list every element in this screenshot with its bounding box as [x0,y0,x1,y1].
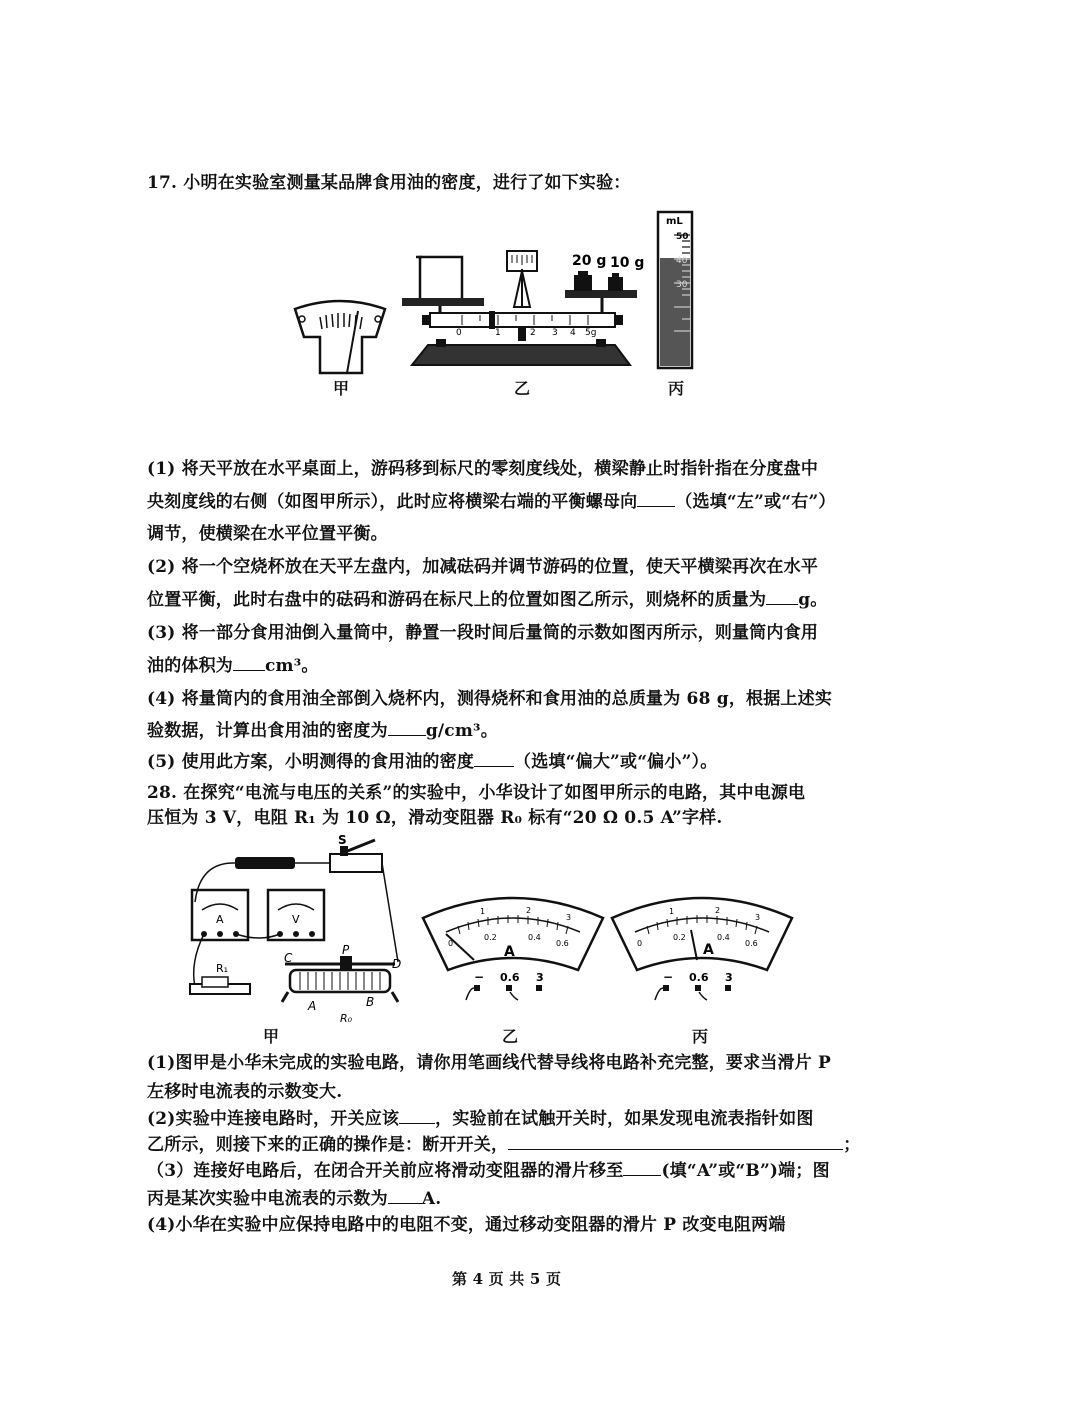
figure-17-yi-balance [400,245,645,375]
q28-p2-line1: (2)实验中连接电路时，开关应该 ，实验前在试触开关时，如果发现电流表指针如图 [147,1109,814,1129]
q17-p3-line2: 油的体积为 cm³。 [147,656,319,676]
q17-p1-line3: 调节，使横梁在水平位置平衡。 [147,524,388,544]
terminal-b-label: B [366,995,375,1009]
dial-yi-2: 2 [526,906,532,915]
dial-yi-0-2: 0.2 [484,933,497,942]
terminal-bing-0-6: 0.6 [689,971,709,984]
terminal-d-label: D [392,957,402,971]
answer-blank-7[interactable] [508,1134,843,1150]
dial-yi-1: 1 [480,907,486,916]
terminal-bing-minus: − [663,970,674,984]
q17-p4-line2: 验数据，计算出食用油的密度为 g/cm³。 [147,721,498,741]
weight-10g-label: 10 g [610,255,645,271]
ammeter-label: A [216,913,224,926]
q28-p1-line1: (1)图甲是小华未完成的实验电路，请你用笔画线代替导线将电路补充完整，要求当滑片 P [147,1053,832,1073]
answer-blank-4[interactable] [388,720,426,736]
terminal-bing-3: 3 [725,971,733,984]
balance-scale-2: 2 [530,328,536,338]
dial-bing-0-2: 0.2 [673,933,686,942]
page-footer: 第 4 页 共 5 页 [452,1270,562,1288]
balance-scale-0: 0 [456,328,462,338]
answer-blank-9[interactable] [388,1188,422,1204]
q28-title-line1: 28. 在探究“电流与电压的关系”的实验中，小华设计了如图甲所示的电路，其中电源电 [147,783,806,803]
dial-yi-0: 0 [448,939,454,948]
q28-p2-line2: 乙所示，则接下来的正确的操作是：断开开关， ； [147,1135,861,1155]
dial-bing-0-4: 0.4 [717,933,730,942]
figure-28-yi-label: 乙 [502,1027,519,1046]
answer-blank-5[interactable] [474,751,514,767]
balance-scale-1: 1 [495,328,501,338]
figure-17-bing-label: 丙 [668,379,685,398]
q17-p4-line1: (4) 将量筒内的食用油全部倒入烧杯内，测得烧杯和食用油的总质量为 68 g，根据上述实 [147,689,833,709]
figure-28-bing-label: 丙 [692,1027,709,1046]
q28-p3-line2: 丙是某次实验中电流表的示数为 A. [147,1189,442,1209]
terminal-yi-3: 3 [536,971,544,984]
cylinder-mark-50: 50 [676,232,689,242]
answer-blank-8[interactable] [623,1160,661,1176]
q17-p1-line2: 央刻度线的右侧（如图甲所示），此时应将横梁右端的平衡螺母向 （选填“左”或“右”） [147,492,836,512]
switch-label: S [338,833,347,847]
q17-p2-line2: 位置平衡，此时右盘中的砝码和游码在标尺上的位置如图乙所示，则烧杯的质量为 g。 [147,590,828,610]
weight-20g-label: 20 g [572,253,607,269]
balance-scale-4: 4 [570,328,576,338]
q17-title: 17. 小明在实验室测量某品牌食用油的密度，进行了如下实验： [147,173,631,193]
answer-blank-6[interactable] [399,1108,435,1124]
q28-p3-line1: （3）连接好电路后，在闭合开关前应将滑动变阻器的滑片移至 (填“A”或“B”)端；图 [147,1161,830,1181]
r0-label: R₀ [340,1012,353,1025]
figure-17-jia-label: 甲 [333,379,350,398]
dial-bing-2: 2 [715,906,721,915]
answer-blank-1[interactable] [637,491,675,507]
cylinder-mark-40: 40 [676,256,688,266]
answer-blank-3[interactable] [233,655,265,671]
dial-bing-0-6: 0.6 [745,939,758,948]
figure-28-yi-ammeter [418,888,608,1003]
dial-yi-0-4: 0.4 [528,933,541,942]
q28-p4-line1: (4)小华在实验中应保持电路中的电阻不变，通过移动变阻器的滑片 P 改变电阻两端 [147,1215,786,1235]
q17-p2-line1: (2) 将一个空烧杯放在天平左盘内，加减砝码并调节游码的位置，使天平横梁再次在水平 [147,557,819,577]
figure-28-jia-label: 甲 [263,1027,280,1046]
figure-28-jia-circuit [180,832,410,1025]
q28-title-line2: 压恒为 3 V，电阻 R₁ 为 10 Ω，滑动变阻器 R₀ 标有“20 Ω 0.5 A”字样. [147,808,723,828]
cylinder-unit: mL [666,216,683,227]
q17-p5: (5) 使用此方案，小明测得的食用油的密度 （选填“偏大”或“偏小”）。 [147,752,718,772]
cylinder-mark-30: 30 [676,280,688,290]
dial-bing-1: 1 [669,907,675,916]
balance-scale-3: 3 [552,328,558,338]
terminal-a-label: A [308,999,317,1013]
dial-bing-0: 0 [637,939,643,948]
voltmeter-label: V [292,913,300,926]
terminal-yi-0-6: 0.6 [500,971,520,984]
dial-yi-3: 3 [566,913,572,922]
terminal-yi-minus: − [474,970,485,984]
answer-blank-2[interactable] [766,589,798,605]
q17-p1-line1: (1) 将天平放在水平桌面上，游码移到标尺的零刻度线处，横梁静止时指针指在分度盘中 [147,459,819,479]
figure-17-yi-label: 乙 [514,379,531,398]
slider-p-label: P [342,943,350,957]
q17-p3-line1: (3) 将一部分食用油倒入量筒中，静置一段时间后量筒的示数如图丙所示，则量筒内食用 [147,623,819,643]
dial-bing-unit: A [703,942,714,958]
balance-scale-5g: 5g [585,328,597,338]
figure-17-bing-cylinder [652,210,698,370]
dial-yi-0-6: 0.6 [556,939,569,948]
q28-p1-line2: 左移时电流表的示数变大. [147,1082,343,1102]
dial-yi-unit: A [504,944,515,960]
dial-bing-3: 3 [755,913,761,922]
figure-17-jia-dial [290,295,400,375]
terminal-c-label: C [284,951,293,965]
r1-label: R₁ [216,962,229,975]
figure-28-bing-ammeter [607,888,797,1003]
